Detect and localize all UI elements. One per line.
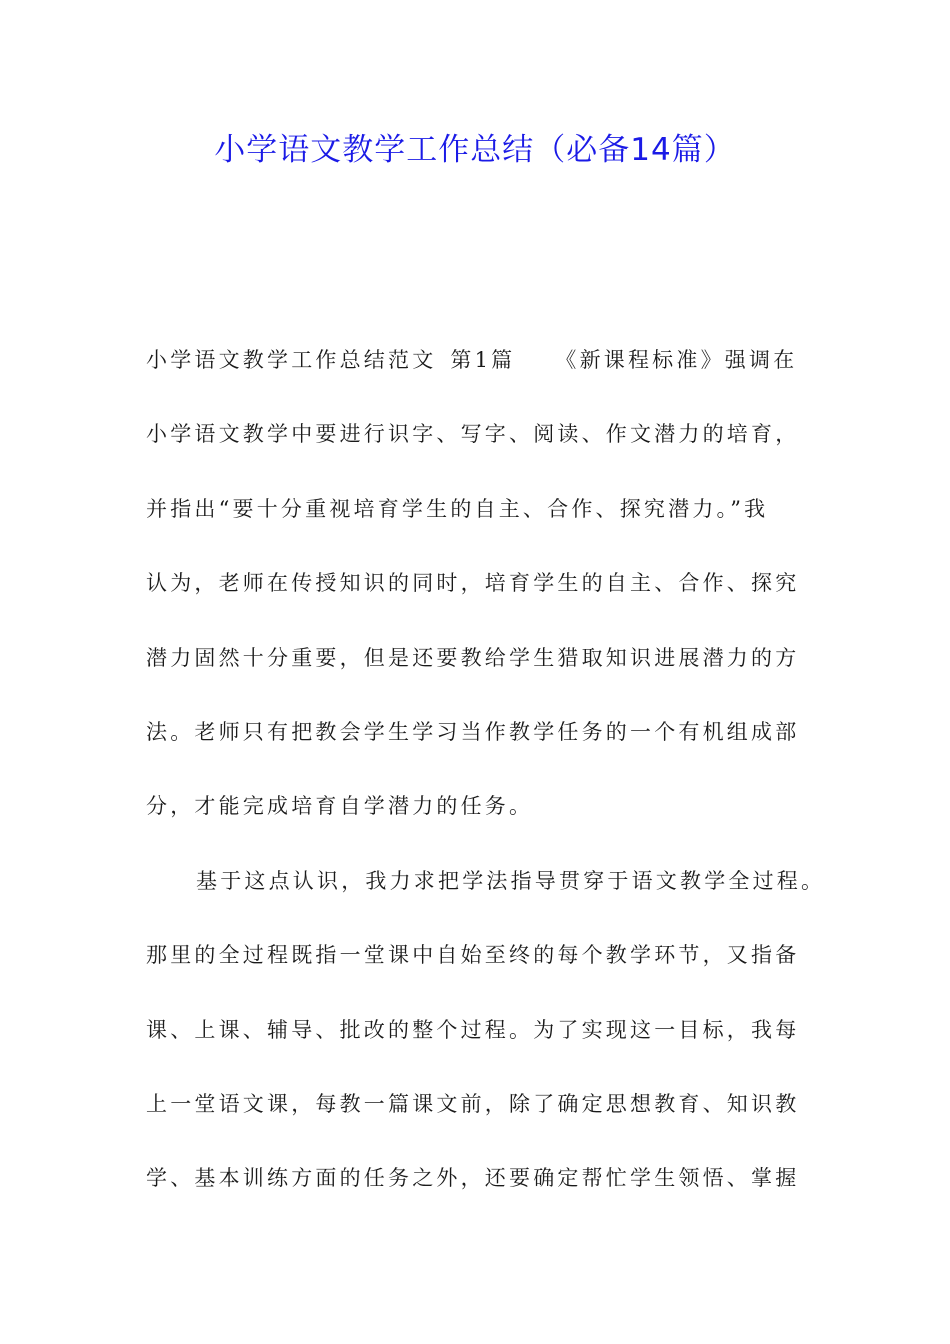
- body-line: [146, 853, 826, 927]
- body-line: 课、上课、辅导、批改的整个过程。为了实现这一目标，我每: [146, 1017, 800, 1042]
- body-text-run: 《新课程标准》强调在: [555, 348, 798, 372]
- body-line: [146, 332, 826, 406]
- body-text-run: 基于这点认识，我力求把学法指导贯穿于语文教学全过程。: [196, 868, 826, 893]
- body-line: 法。老师只有把教会学生学习当作教学任务的一个有机组成部: [146, 719, 800, 744]
- body-line: 认为，老师在传授知识的同时，培育学生的自主、合作、探究: [146, 571, 800, 596]
- section-heading: 小学语文教学工作总结范文: [146, 348, 437, 372]
- body-line: 上一堂语文课，每教一篇课文前，除了确定思想教育、知识教: [146, 1091, 800, 1116]
- document-title: 小学语文教学工作总结（必备14篇）: [214, 132, 736, 168]
- body-line: 分，才能完成培育自学潜力的任务。: [146, 794, 534, 819]
- body-line: 那里的全过程既指一堂课中自始至终的每个教学环节，又指备: [146, 943, 800, 968]
- document-body: [146, 332, 826, 1225]
- body-line: 并指出“要十分重视培育学生的自主、合作、探究潜力。”我: [146, 496, 769, 521]
- body-line: 学、基本训练方面的任务之外，还要确定帮忙学生领悟、掌握: [146, 1166, 800, 1191]
- body-line: 小学语文教学中要进行识字、写字、阅读、作文潜力的培育，: [146, 422, 800, 447]
- body-line: 潜力固然十分重要，但是还要教给学生猎取知识进展潜力的方: [146, 645, 800, 670]
- section-part-number: 第1篇: [450, 348, 516, 372]
